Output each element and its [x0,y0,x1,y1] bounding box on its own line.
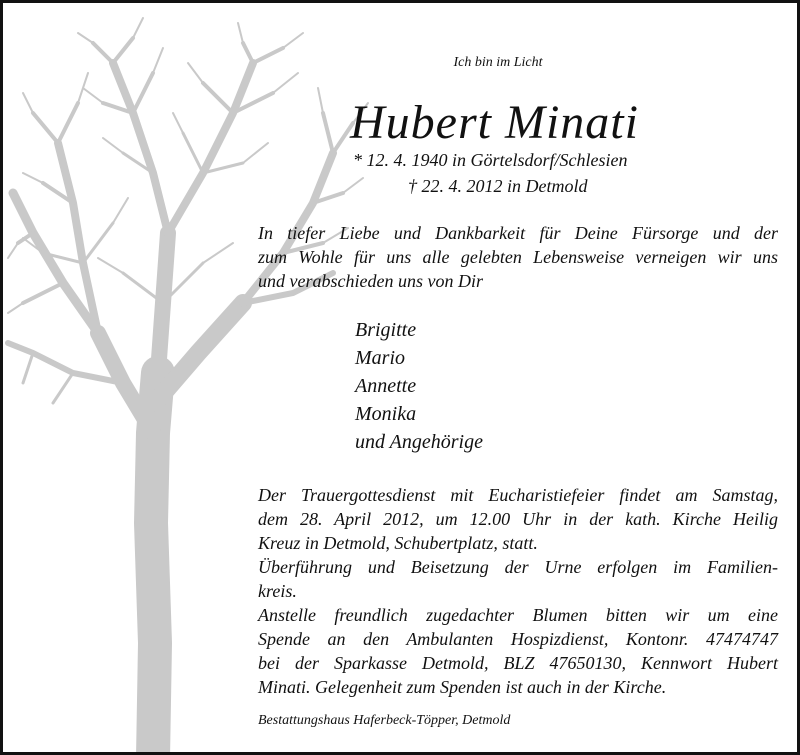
service-line: Anstelle freundlich zugedachter Blumen bitten wir um eine [258,605,778,625]
death-info: † 22. 4. 2012 in Detmold [408,176,588,196]
birth-info: * 12. 4. 1940 in Görtelsdorf/Schlesien [353,150,628,170]
service-line: kreis. [258,581,297,601]
mourner: Monika [355,403,417,425]
service-line: bei der Sparkasse Detmold, BLZ 47650130, Kennwort Hubert [258,653,778,673]
service-line: Minati. Gelegenheit zum Spenden ist auch in der Kirche. [258,677,667,697]
service-line: Kreuz in Detmold, Schubertplatz, statt. [258,533,538,553]
service-line: dem 28. April 2012, um 12.00 Uhr in der kath. Kirche Heilig [258,509,778,529]
service-line: Der Trauergottesdienst mit Eucharistiefeier findet am Samstag, [258,485,778,505]
mourner: Mario [355,347,405,369]
deceased-name: Hubert Minati [350,96,639,149]
intro-text [258,221,778,293]
mourners-list [355,316,483,456]
undertaker: Bestattungshaus Haferbeck-Töpper, Detmold [258,713,511,728]
mourner: und Angehörige [355,431,483,453]
intro-line: und verabschieden uns von Dir [258,271,483,291]
mourner: Annette [355,375,417,397]
intro-line: In tiefer Liebe und Dankbarkeit für Deine Fürsorge und der [258,223,778,243]
service-text [258,483,778,699]
service-line: Spende an den Ambulanten Hospizdienst, Kontonr. 47474747 [258,629,778,649]
service-line: Überführung und Beisetzung der Urne erfolgen im Familien- [258,557,778,577]
intro-line: zum Wohle für uns alle gelebten Lebensweise verneigen wir uns [258,247,778,267]
mourner: Brigitte [355,319,417,341]
motto: Ich bin im Licht [453,55,543,70]
